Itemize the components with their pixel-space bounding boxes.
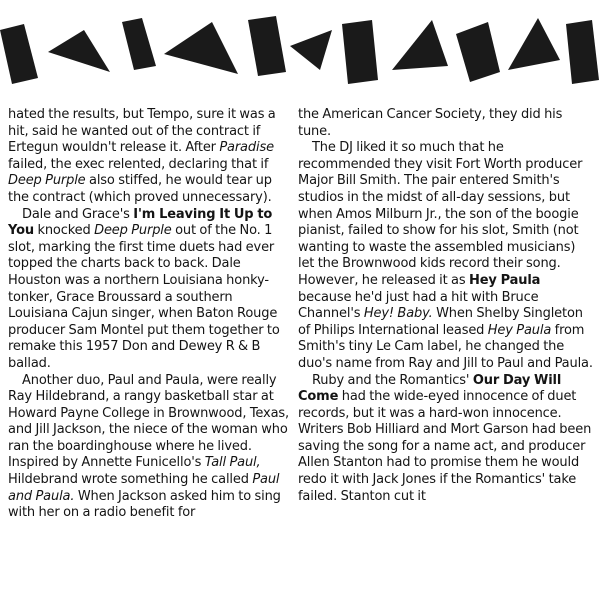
parallelogram-shape [248, 16, 286, 76]
decorative-shapes-banner [0, 0, 599, 100]
triangle-shape [392, 20, 448, 70]
parallelogram-shape [122, 18, 156, 70]
triangle-shape [48, 30, 110, 72]
triangle-shape [290, 30, 332, 70]
paragraph: Another duo, Paul and Paula, were really Ray Hildebrand, a rangy basketball star at Howard Payne College in Brownwood, Texas, and Jill Jackson, the niece of the woman who ran the boardinghouse where he lived. Inspired by Annette Funicello's Tall Paul, Hildebrand wrote something he called Paul and Paula. When Jackson asked him to sing with her on a radio benefit for [8, 372, 290, 521]
paragraph: hated the results, but Tempo, sure it was a hit, said he wanted out of the contract if Ertegun wouldn't release it. After Paradise failed, the exec relented, declaring that if Deep Purple also stiffed, he would tear up the contract (which proved unnecessary). [8, 107, 276, 205]
paragraph: the American Cancer Society, they did his tune. [298, 107, 563, 139]
triangle-shape [164, 22, 238, 74]
paragraph: Ruby and the Romantics' Our Day Will Come had the wide-eyed innocence of duet records, but it was a hard-won innocence. Writers Bob Hilliard and Mort Garson had been saving the song for a name act, and producer Allen Stanton had to promise them he would redo it with Jack Jones if the Romantics' take failed. Stanton cut it [298, 372, 592, 504]
parallelogram-shape [456, 22, 500, 82]
bar-shape [342, 20, 378, 84]
triangle-shape [508, 18, 560, 70]
triangle-shape [0, 24, 38, 84]
song-title: Our Day Will Come [298, 372, 562, 405]
right-column [298, 107, 594, 505]
paragraph: The DJ liked it so much that he recommended they visit Fort Worth producer Major Bill Smith. The pair entered Smith's studios in the midst of all-day sessions, but when Amos Milburn Jr., the son of the boogie pianist, failed to show for his slot, Smith (not wanting to waste the assembled musicians) let the Brownwood kids record their song. However, he released it as Hey Paula because he'd just had a hit with Bruce Channel's Hey! Baby. When Shelby Singleton of Philips International leased Hey Paula from Smith's tiny Le Cam label, he changed the duo's name from Ray and Jill to Paul and Paula. [298, 140, 593, 371]
song-title: I'm Leaving It Up to You [8, 206, 273, 239]
song-title: Hey Paula [468, 272, 541, 288]
paragraph: Dale and Grace's I'm Leaving It Up to You knocked Deep Purple out of the No. 1 slot, marking the first time duets had ever topped the charts back to back. Dale Houston was a northern Louisiana honky-tonker, Grace Broussard a southern Louisiana Cajun singer, when Baton Rouge producer Sam Montel put them together to remake this 1957 Don and Dewey R & B ballad. [8, 206, 280, 371]
left-column [8, 107, 292, 522]
bar-shape [566, 20, 599, 84]
